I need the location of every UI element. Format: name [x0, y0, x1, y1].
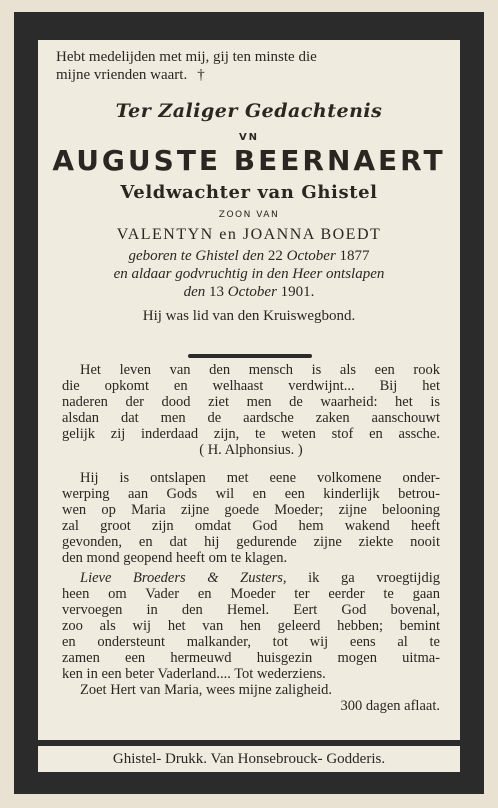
quote-line: alsdan dat men de aardsche zaken aanschouwt	[62, 410, 440, 426]
opening-line-2: mijne vrienden waart.	[56, 67, 188, 83]
quote-line: die opkomt en welhaast verdwijnt... Bij het	[62, 378, 440, 394]
divider-rule	[188, 354, 312, 358]
opening-verse	[56, 48, 456, 84]
birth-line-1	[38, 248, 460, 265]
birth-line-2: en aldaar godvruchtig in den Heer ontslapen	[113, 266, 385, 282]
birth-year: 1877	[339, 248, 370, 264]
birth-place: geboren te Ghistel den	[128, 248, 265, 264]
paragraph-two	[62, 470, 440, 566]
birth-day: 22	[267, 248, 283, 264]
printer-footer: Ghistel- Drukk. Van Honsebrouck- Godderis.	[38, 746, 460, 772]
quote-line: Het leven van den mensch is als een rook	[80, 362, 440, 378]
deceased-title: Veldwachter van Ghistel	[120, 182, 378, 203]
quote-author: ( H. Alphonsius. )	[199, 442, 303, 458]
paragraph-line: zoo als wij het van hen geleerd hebben; bemint	[62, 618, 440, 634]
card-inner-panel	[38, 40, 460, 740]
indulgence-line: 300 dagen aflaat.	[340, 698, 440, 714]
dagger-symbol: †	[197, 67, 205, 83]
paragraph-line: Hij is ontslapen met eene volkomene onder-	[80, 470, 440, 486]
parents-names: VALENTYN en JOANNA BOEDT	[116, 226, 382, 243]
paragraph-line: en ondersteunt malkander, tot wij eens al te	[62, 634, 440, 650]
paragraph-first-line	[62, 570, 440, 586]
paragraph-line: ken in een beter Vaderland.... Tot wederziens.	[62, 666, 326, 682]
zoon-van-label: ZOON VAN	[218, 210, 280, 220]
death-line	[38, 284, 460, 301]
death-year: 1901.	[280, 284, 315, 300]
deceased-name: AUGUSTE BEERNAERT	[52, 144, 446, 177]
address-lead: Lieve Broeders & Zusters,	[80, 570, 287, 586]
birth-month: October	[286, 248, 336, 264]
quote-line: gelijk zij inderdaad zijn, te weten stof en assche.	[62, 426, 440, 442]
prayer-line: Zoet Hert van Maria, wees mijne zaligheid.	[80, 682, 333, 698]
membership-line: Hij was lid van den Kruiswegbond.	[142, 308, 356, 324]
paragraph-three	[62, 570, 440, 714]
paragraph-line: zal groot zijn omdat God hem wakend heeft	[62, 518, 440, 534]
vn-label: VN	[238, 132, 260, 143]
first-line-rest: ik ga vroegtijdig	[286, 570, 440, 586]
death-month: October	[227, 284, 277, 300]
paragraph-line: werping aan Gods wil en een kinderlijk betrou-	[62, 486, 440, 502]
memorial-heading: Ter Zaliger Gedachtenis	[115, 100, 383, 122]
paragraph-line: heen om Vader en Moeder ter eerder te gaan	[62, 586, 440, 602]
quote-paragraph	[62, 362, 440, 458]
death-den: den	[183, 284, 206, 300]
opening-line-1: Hebt medelijden met mij, gij ten minste die	[56, 49, 317, 65]
quote-line: naderen der dood ziet men de waarheid: het is	[62, 394, 440, 410]
paragraph-line: wen op Maria zijne goede Moeder; zijne belooning	[62, 502, 440, 518]
paragraph-line: zamen een hermeuwd huisgezin mogen uitma-	[62, 650, 440, 666]
memorial-card	[14, 12, 484, 794]
paragraph-line: vervoegen in den Hemel. Eert God bovenal,	[62, 602, 440, 618]
death-day: 13	[209, 284, 224, 300]
paragraph-line: den mond geopend heeft om te klagen.	[62, 550, 288, 566]
paragraph-line: gevonden, en dat hij gedurende zijne ziekte nooit	[62, 534, 440, 550]
